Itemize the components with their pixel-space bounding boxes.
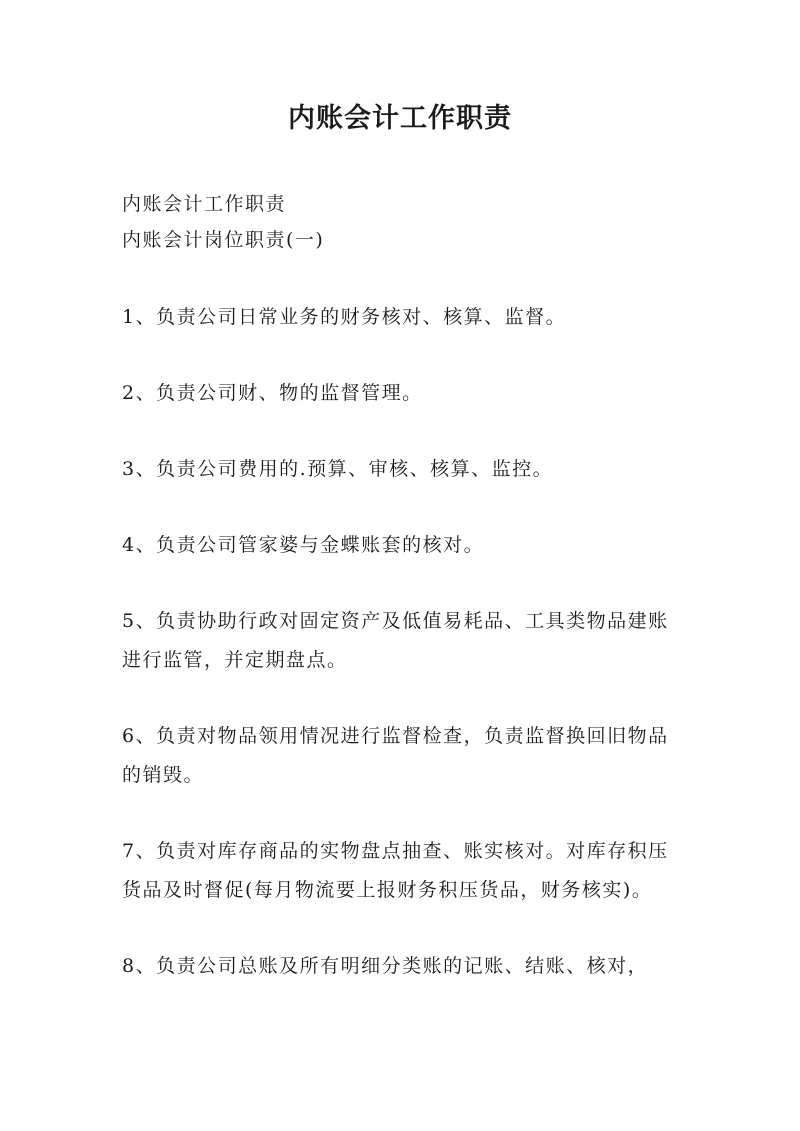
duty-item-2: 2、负责公司财、物的监督管理。 bbox=[122, 382, 423, 404]
document-title: 内账会计工作职责 bbox=[288, 103, 512, 134]
duty-item-4: 4、负责公司管家婆与金蝶账套的核对。 bbox=[122, 534, 485, 556]
duty-item-1: 1、负责公司日常业务的财务核对、核算、监督。 bbox=[122, 306, 567, 328]
duty-list bbox=[122, 298, 682, 1023]
duty-item-6: 6、负责对物品领用情况进行监督检查，负责监督换回旧物品的销毁。 bbox=[122, 725, 669, 786]
duty-item-8: 8、负责公司总账及所有明细分类账的记账、结账、核对， bbox=[122, 955, 649, 977]
duty-item-3: 3、负责公司费用的.预算、审核、核算、监控。 bbox=[122, 458, 554, 480]
duty-item-5: 5、负责协助行政对固定资产及低值易耗品、工具类物品建账进行监管，并定期盘点。 bbox=[122, 610, 669, 671]
subtitle-line-1: 内账会计工作职责 bbox=[122, 193, 287, 215]
subtitle-line-2: 内账会计岗位职责(一) bbox=[122, 229, 325, 251]
duty-item-7: 7、负责对库存商品的实物盘点抽查、账实核对。对库存积压货品及时督促(每月物流要上报财务积压货品，财务核实)。 bbox=[122, 840, 669, 901]
